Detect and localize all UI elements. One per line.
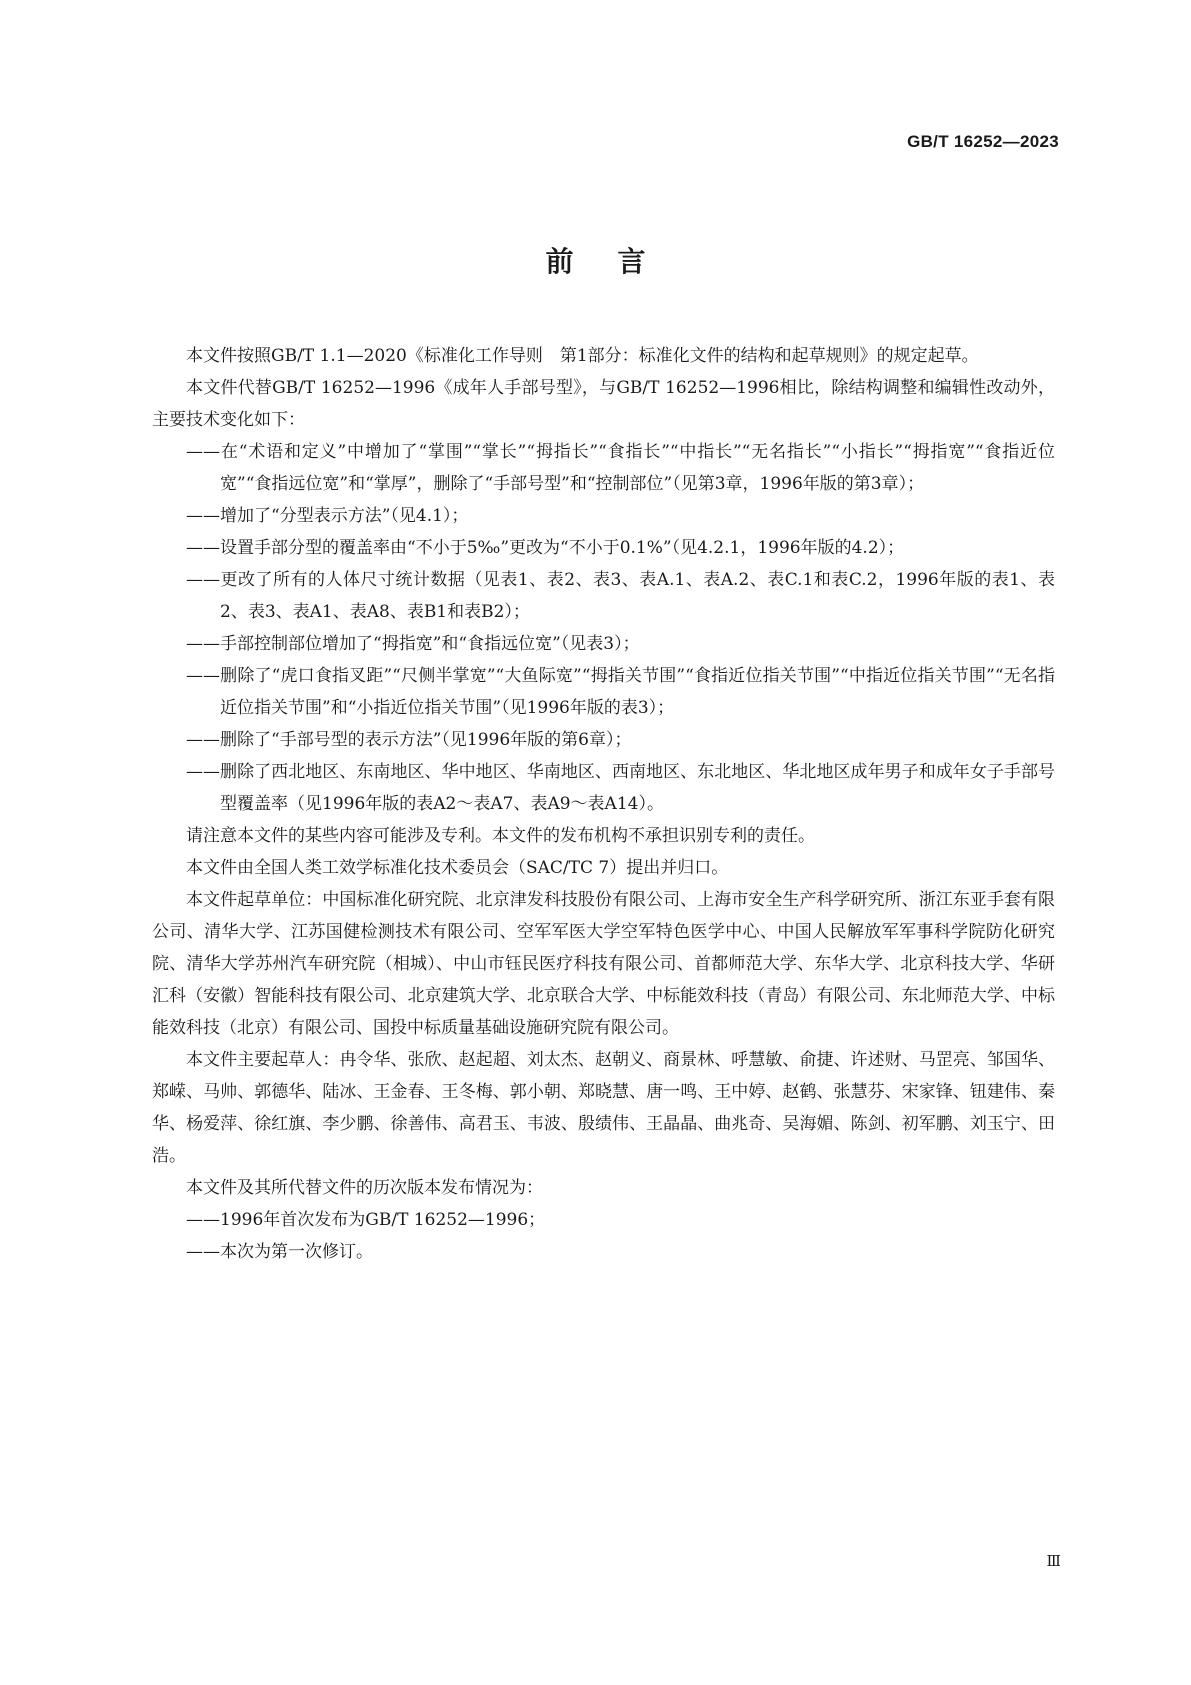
foreword-body <box>152 340 1055 1268</box>
paragraph-replacement: 本文件代替GB/T 16252—1996《成年人手部号型》，与GB/T 16252—1996相比，除结构调整和编辑性改动外，主要技术变化如下： <box>152 378 1055 430</box>
list-item-history: ——本次为第一次修订。 <box>186 1242 373 1262</box>
list-item-change: ——更改了所有的人体尺寸统计数据（见表1、表2、表3、表A.1、表A.2、表C.1和表C.2，1996年版的表1、表2、表3、表A1、表A8、表B1和表B2）； <box>186 570 1055 622</box>
list-item-change: ——删除了“手部号型的表示方法”（见1996年版的第6章）； <box>186 730 632 750</box>
list-item-change: ——删除了“虎口食指叉距”“尺侧半掌宽”“大鱼际宽”“拇指关节围”“食指近位指关节围”“中指近位指关节围”“无名指近位指关节围”和“小指近位指关节围”（见1996年版的表3）； <box>186 666 1055 718</box>
list-item-change: ——手部控制部位增加了“拇指宽”和“食指远位宽”（见表3）； <box>186 634 640 654</box>
page-title: 前言 <box>545 245 690 278</box>
list-item-history: ——1996年首次发布为GB/T 16252—1996； <box>186 1210 546 1230</box>
standard-code: GB/T 16252—2023 <box>907 132 1059 151</box>
list-item-change: ——在“术语和定义”中增加了“掌围”“掌长”“拇指长”“食指长”“中指长”“无名指长”“小指长”“拇指宽”“食指近位宽”“食指远位宽”和“掌厚”，删除了“手部号型”和“控制部位”（见第3章，1996年版的第3章）； <box>186 442 1055 494</box>
paragraph-drafters: 本文件主要起草人：冉令华、张欣、赵起超、刘太杰、赵朝义、商景林、呼慧敏、俞捷、许述财、马罡亮、邹国华、郑嵘、马帅、郭德华、陆冰、王金春、王冬梅、郭小朝、郑晓慧、唐一鸣、王中婷、赵鹤、张慧芬、宋家锋、钮建伟、秦华、杨爱萍、徐红旗、李少鹏、徐善伟、高君玉、韦波、殷绩伟、王晶晶、曲兆奇、吴海媚、陈剑、初军鹏、刘玉宁、田浩。 <box>152 1050 1055 1166</box>
list-item-change: ——删除了西北地区、东南地区、华中地区、华南地区、西南地区、东北地区、华北地区成年男子和成年女子手部号型覆盖率（见1996年版的表A2～表A7、表A9～表A14）。 <box>186 762 1055 814</box>
list-item-change: ——增加了“分型表示方法”（见4.1）； <box>186 506 469 526</box>
paragraph-history-intro: 本文件及其所代替文件的历次版本发布情况为： <box>186 1178 543 1198</box>
page-number: Ⅲ <box>1046 1552 1061 1570</box>
list-item-change: ——设置手部分型的覆盖率由“不小于5‰”更改为“不小于0.1%”（见4.2.1，1996年版的4.2）； <box>186 538 905 558</box>
paragraph-drafting-units: 本文件起草单位：中国标准化研究院、北京津发科技股份有限公司、上海市安全生产科学研究所、浙江东亚手套有限公司、清华大学、江苏国健检测技术有限公司、空军军医大学空军特色医学中心、中国人民解放军军事科学院防化研究院、清华大学苏州汽车研究院（相城）、中山市钰民医疗科技有限公司、首都师范大学、东华大学、北京科技大学、华研汇科（安徽）智能科技有限公司、北京建筑大学、北京联合大学、中标能效科技（青岛）有限公司、东北师范大学、中标能效科技（北京）有限公司、国投中标质量基础设施研究院有限公司。 <box>152 890 1055 1038</box>
paragraph-patent-notice: 请注意本文件的某些内容可能涉及专利。本文件的发布机构不承担识别专利的责任。 <box>186 826 815 846</box>
paragraph-drafting-rules: 本文件按照GB/T 1.1—2020《标准化工作导则 第1部分：标准化文件的结构和起草规则》的规定起草。 <box>186 346 979 366</box>
paragraph-proposer: 本文件由全国人类工效学标准化技术委员会（SAC/TC 7）提出并归口。 <box>186 858 729 878</box>
